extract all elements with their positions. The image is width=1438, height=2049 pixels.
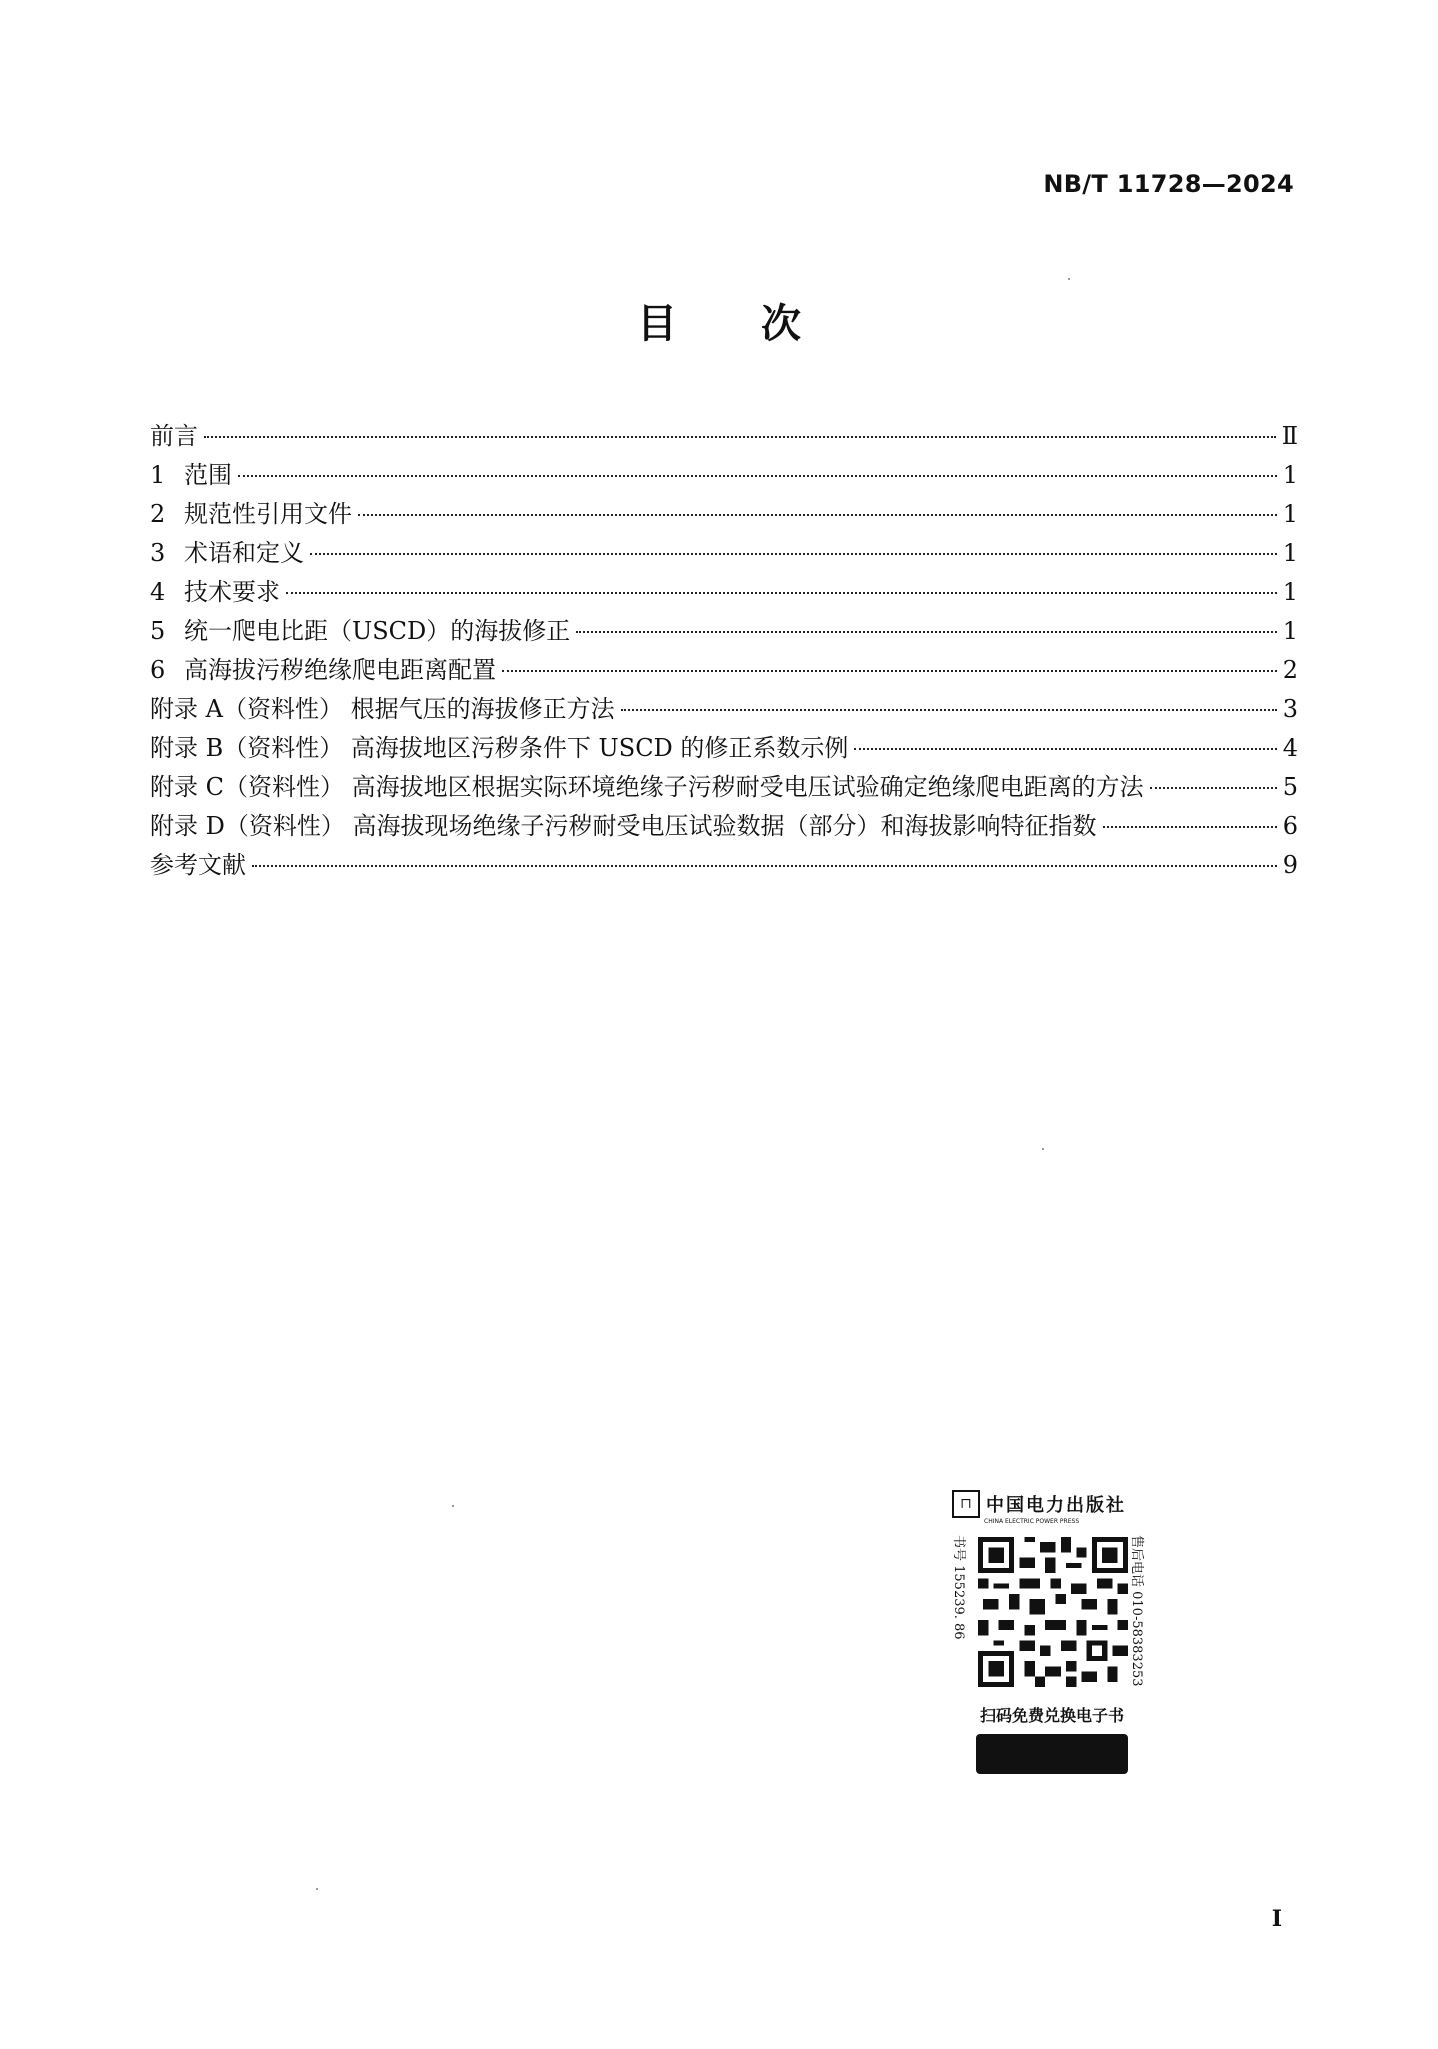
toc-entry-number: 6 bbox=[150, 656, 166, 684]
toc-entry-number: 1 bbox=[150, 461, 166, 489]
toc-entry-page: 6 bbox=[1282, 812, 1298, 840]
toc-entry-label: 技术要求 bbox=[184, 578, 280, 606]
toc-entry-page: 5 bbox=[1282, 773, 1298, 801]
toc-entry-5[interactable] bbox=[150, 611, 1298, 650]
toc-entry-page: 1 bbox=[1282, 539, 1298, 567]
toc-entry-label: 规范性引用文件 bbox=[184, 500, 352, 528]
toc-entry-label: 参考文献 bbox=[150, 851, 246, 879]
toc-entry-page: 2 bbox=[1282, 656, 1298, 684]
leader-dots bbox=[1150, 787, 1277, 789]
toc-entry-number: 2 bbox=[150, 500, 166, 528]
table-of-contents bbox=[150, 416, 1298, 884]
publisher-logo-icon: ⊓ bbox=[952, 1490, 980, 1518]
toc-entry-label: 附录 D（资料性） 高海拔现场绝缘子污秽耐受电压试验数据（部分）和海拔影响特征指数 bbox=[150, 812, 1097, 840]
leader-dots bbox=[252, 865, 1277, 867]
page-number: I bbox=[1271, 1906, 1282, 1932]
scan-speck bbox=[452, 1505, 454, 1507]
toc-entry-number: 3 bbox=[150, 539, 166, 567]
scan-caption: 扫码免费兑换电子书 bbox=[979, 1706, 1124, 1725]
scan-speck bbox=[316, 1888, 318, 1890]
toc-entry-page: 9 bbox=[1282, 851, 1298, 879]
leader-dots bbox=[502, 670, 1277, 672]
toc-entry-label: 术语和定义 bbox=[184, 539, 304, 567]
toc-entry-label: 附录 B（资料性） 高海拔地区污秽条件下 USCD 的修正系数示例 bbox=[150, 734, 849, 762]
toc-entry-label: 范围 bbox=[184, 461, 232, 489]
toc-entry-page: 1 bbox=[1282, 461, 1298, 489]
scan-speck bbox=[1042, 1148, 1044, 1150]
book-number: 书号 155239. 86 bbox=[951, 1535, 966, 1640]
toc-entry-label: 统一爬电比距（USCD）的海拔修正 bbox=[184, 617, 571, 645]
toc-title bbox=[0, 292, 1438, 349]
leader-dots bbox=[204, 436, 1276, 438]
toc-title-char-1: 目 bbox=[637, 301, 677, 347]
toc-entry-appendix-c[interactable] bbox=[150, 767, 1298, 806]
toc-entry-label: 附录 A（资料性） 根据气压的海拔修正方法 bbox=[150, 695, 615, 723]
toc-entry-page: Ⅱ bbox=[1281, 422, 1298, 450]
toc-entry-number: 5 bbox=[150, 617, 166, 645]
toc-entry-label: 附录 C（资料性） 高海拔地区根据实际环境绝缘子污秽耐受电压试验确定绝缘爬电距离的方法 bbox=[150, 773, 1144, 801]
toc-entry-page: 1 bbox=[1282, 500, 1298, 528]
sales-phone: 售后电话 010-58383253 bbox=[1129, 1535, 1144, 1687]
qr-area bbox=[952, 1531, 1152, 1701]
toc-entry-label: 前言 bbox=[150, 422, 198, 450]
toc-entry-3[interactable] bbox=[150, 533, 1298, 572]
leader-dots bbox=[286, 592, 1277, 594]
standard-code: NB/T 11728—2024 bbox=[1043, 170, 1294, 198]
leader-dots bbox=[358, 514, 1277, 516]
toc-entry-appendix-b[interactable] bbox=[150, 728, 1298, 767]
toc-entry-appendix-a[interactable] bbox=[150, 689, 1298, 728]
redacted-code bbox=[976, 1734, 1128, 1774]
toc-entry-6[interactable] bbox=[150, 650, 1298, 689]
qr-code-icon[interactable] bbox=[978, 1537, 1128, 1687]
leader-dots bbox=[238, 475, 1277, 477]
leader-dots bbox=[621, 709, 1277, 711]
toc-entry-references[interactable] bbox=[150, 845, 1298, 884]
toc-entry-page: 1 bbox=[1282, 578, 1298, 606]
toc-entry-appendix-d[interactable] bbox=[150, 806, 1298, 845]
toc-entry-label: 高海拔污秽绝缘爬电距离配置 bbox=[184, 656, 496, 684]
leader-dots bbox=[310, 553, 1277, 555]
toc-entry-4[interactable] bbox=[150, 572, 1298, 611]
leader-dots bbox=[854, 748, 1276, 750]
toc-title-char-2: 次 bbox=[761, 301, 801, 347]
publisher-name-en: CHINA ELECTRIC POWER PRESS bbox=[984, 1518, 1080, 1525]
scan-speck bbox=[1068, 278, 1070, 280]
toc-entry-2[interactable] bbox=[150, 494, 1298, 533]
toc-entry-number: 4 bbox=[150, 578, 166, 606]
leader-dots bbox=[576, 631, 1276, 633]
toc-entry-1[interactable] bbox=[150, 455, 1298, 494]
toc-entry-page: 3 bbox=[1282, 695, 1298, 723]
toc-entry-foreword[interactable] bbox=[150, 416, 1298, 455]
publisher-name: 中国电力出版社 bbox=[986, 1495, 1126, 1516]
toc-entry-page: 4 bbox=[1282, 734, 1298, 762]
publisher-logo bbox=[952, 1490, 1152, 1518]
toc-entry-page: 1 bbox=[1282, 617, 1298, 645]
publisher-block bbox=[952, 1490, 1152, 1774]
leader-dots bbox=[1103, 826, 1277, 828]
